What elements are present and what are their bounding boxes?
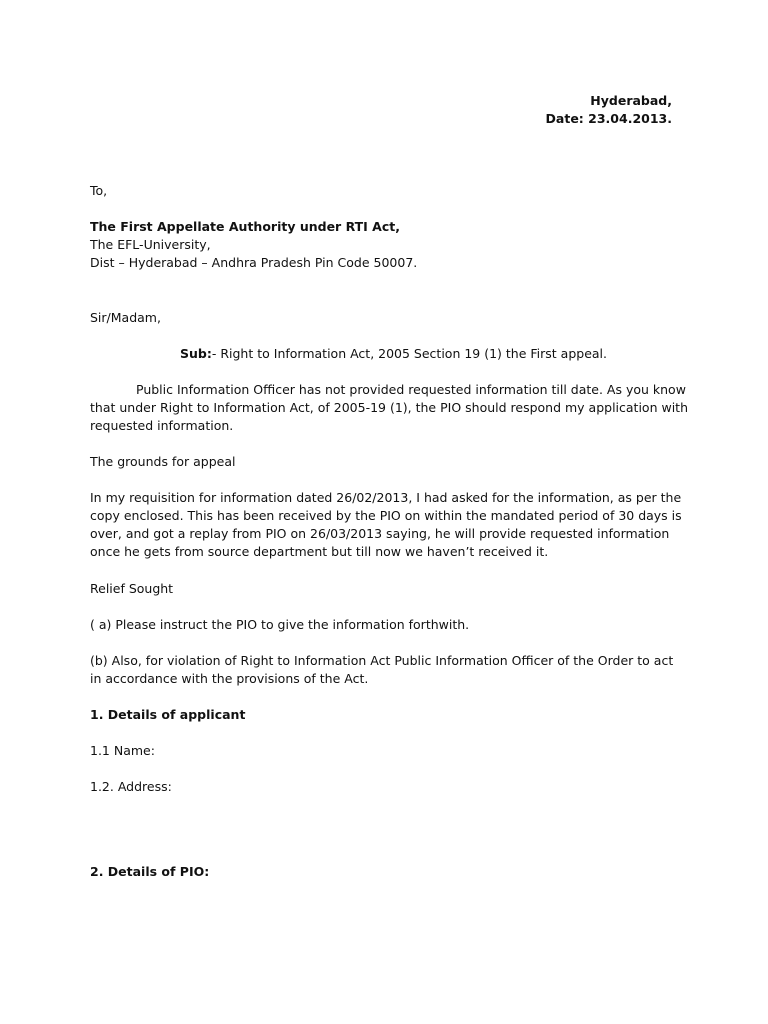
- subject-label: Sub:: [180, 346, 212, 361]
- institution-line: The EFL-University,: [90, 237, 211, 252]
- applicant-name: 1.1 Name:: [90, 743, 155, 758]
- authority-line: The First Appellate Authority under RTI Act,: [90, 219, 400, 234]
- applicant-heading: 1. Details of applicant: [90, 707, 246, 722]
- relief-heading: Relief Sought: [90, 581, 174, 596]
- paragraph1-line1: Public Information Officer has not provided requested information till date. As you know: [136, 382, 686, 397]
- grounds-heading: The grounds for appeal: [90, 454, 236, 469]
- relief-b-line1: (b) Also, for violation of Right to Information Act Public Information Officer of the Order to act: [90, 653, 674, 668]
- subject-line: [180, 345, 607, 363]
- pio-heading: 2. Details of PIO:: [90, 864, 210, 879]
- recipient-address-line: Dist – Hyderabad – Andhra Pradesh Pin Code 50007.: [90, 255, 418, 270]
- relief-a: ( a) Please instruct the PIO to give the information forthwith.: [90, 617, 470, 632]
- paragraph1-line2: that under Right to Information Act, of 2005-19 (1), the PIO should respond my application with: [90, 400, 688, 415]
- to-line: To,: [90, 183, 108, 198]
- relief-b-line2: in accordance with the provisions of the Act.: [90, 671, 369, 686]
- applicant-address: 1.2. Address:: [90, 779, 172, 794]
- place-line: Hyderabad,: [590, 93, 672, 108]
- paragraph1-line3: requested information.: [90, 418, 234, 433]
- subject-text: - Right to Information Act, 2005 Section 19 (1) the First appeal.: [211, 346, 607, 361]
- paragraph2-line2: copy enclosed. This has been received by the PIO on within the mandated period of 30 days is: [90, 508, 682, 523]
- salutation: Sir/Madam,: [90, 310, 161, 325]
- date-line: Date: 23.04.2013.: [545, 111, 672, 126]
- paragraph2-line1: In my requisition for information dated 26/02/2013, I had asked for the information, as per the: [90, 490, 682, 505]
- paragraph2-line3: over, and got a replay from PIO on 26/03/2013 saying, he will provide requested information: [90, 526, 670, 541]
- paragraph2-line4: once he gets from source department but till now we haven’t received it.: [90, 544, 549, 559]
